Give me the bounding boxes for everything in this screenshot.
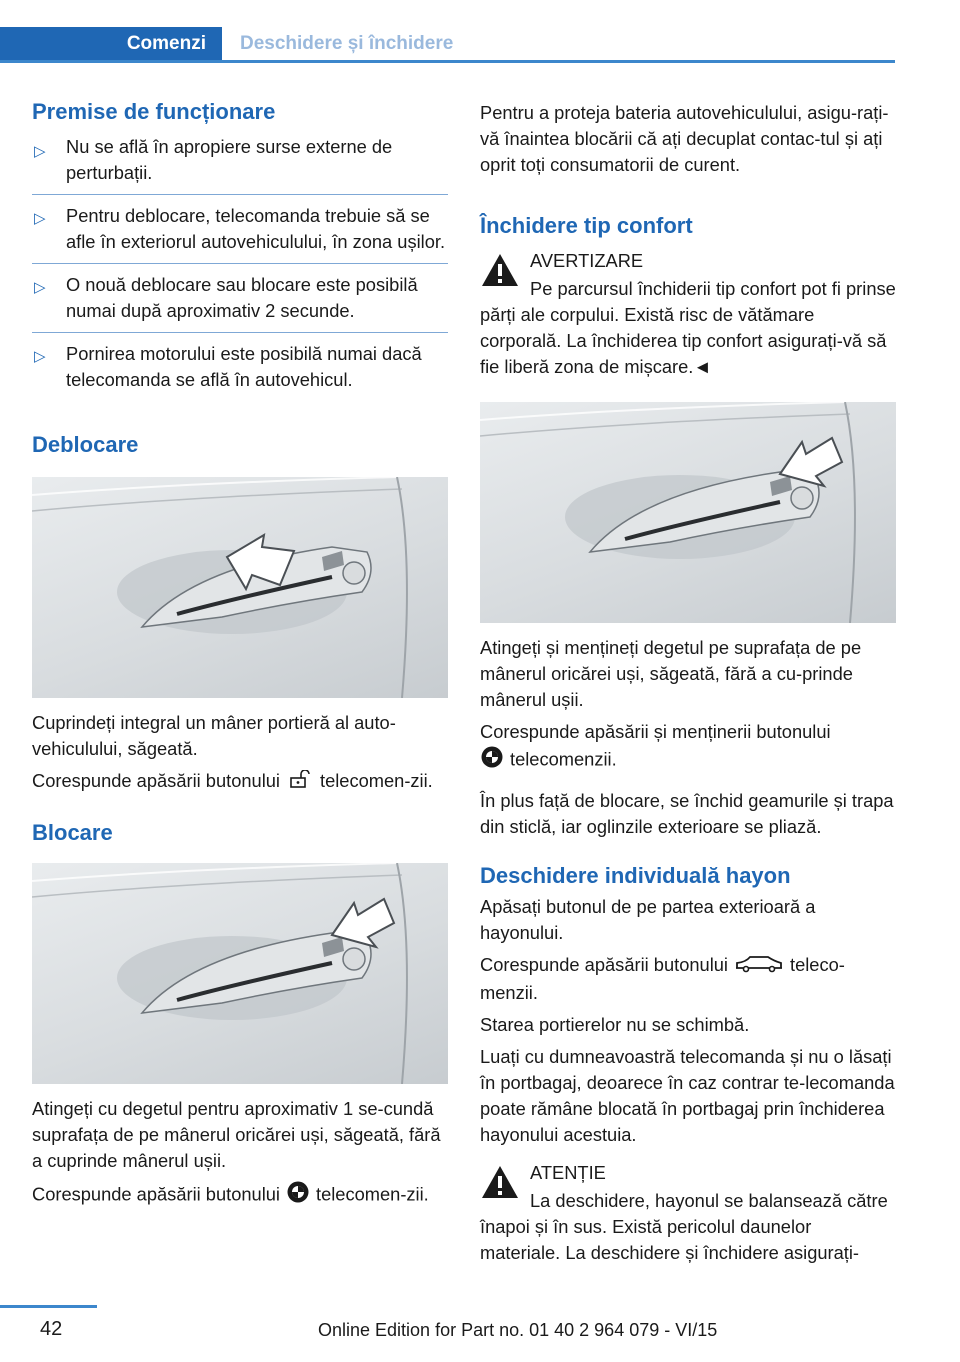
list-item: ▷ Pentru deblocare, telecomanda trebuie să se afle în exteriorul autovehiculului, în zona ușilor. bbox=[32, 195, 448, 264]
blocare-text: Atingeți cu degetul pentru aproximativ 1 se‐cundă suprafața de pe mânerul oricărei uși, săgeată, fără a cuprinde mânerul ușii. bbox=[32, 1098, 441, 1172]
warning-block bbox=[480, 248, 896, 274]
triangle-bullet-icon: ▷ bbox=[34, 279, 46, 296]
caution-label: ATENȚIE bbox=[530, 1161, 606, 1183]
lock-bmw-icon bbox=[286, 1180, 310, 1211]
confort-heading: Închidere tip confort bbox=[480, 213, 693, 238]
hayon-text-4: Luați cu dumneavoastră telecomanda și nu o lăsați în portbagaj, deoarece în caz contrar te‐lecomanda poate rămâne blocată în portbagaj prin închiderea hayonului acestuia. bbox=[480, 1045, 895, 1145]
triangle-bullet-icon: ▷ bbox=[34, 348, 46, 365]
right-column bbox=[480, 98, 896, 1266]
door-handle-confort-photo bbox=[480, 402, 896, 623]
warning-label: AVERTIZARE bbox=[530, 250, 644, 271]
battery-intro-text: Pentru a proteja bateria autovehiculului, asigu‐rați-vă înaintea blocării că ați decuplat contac‐tul și ați oprit toți consumatorii de curent. bbox=[480, 102, 889, 175]
tab-comenzi[interactable]: Comenzi bbox=[0, 27, 222, 60]
blocare-heading: Blocare bbox=[32, 820, 113, 846]
warning-triangle-icon bbox=[480, 1164, 520, 1205]
tab-deschidere-inchidere[interactable]: Deschidere și închidere bbox=[222, 27, 895, 60]
car-tailgate-icon bbox=[734, 953, 784, 980]
triangle-bullet-icon: ▷ bbox=[34, 143, 46, 160]
caution-text: La deschidere, hayonul se balansează către înapoi și în sus. Există pericolul daunelor materiale. La deschidere și închidere asigurați- bbox=[480, 1189, 888, 1263]
confort-button-text: Corespunde apăsării și menținerii butonului telecomenzii. bbox=[480, 719, 896, 776]
deblocare-heading: Deblocare bbox=[32, 432, 139, 457]
chapter-header bbox=[0, 27, 895, 63]
edition-text: Online Edition for Part no. 01 40 2 964 079 - VI/15 bbox=[318, 1320, 718, 1340]
deblocare-text: Cuprindeți integral un mâner portieră al auto‐vehiculului, săgeată. bbox=[32, 712, 396, 759]
premise-heading: Premise de funcționare bbox=[32, 99, 276, 124]
left-column bbox=[32, 98, 448, 1211]
warning-triangle-icon bbox=[480, 252, 520, 293]
door-handle-lock-photo bbox=[32, 863, 448, 1084]
list-item: ▷ Nu se află în apropiere surse externe de perturbații. bbox=[32, 128, 448, 195]
triangle-bullet-icon: ▷ bbox=[34, 210, 46, 227]
hayon-heading: Deschidere individuală hayon bbox=[480, 863, 791, 888]
list-item: ▷ O nouă deblocare sau blocare este posibilă numai după aproximativ 2 secunde. bbox=[32, 264, 448, 333]
lock-bmw-icon bbox=[480, 745, 504, 776]
confort-extra-text: În plus față de blocare, se închid geamurile și trapa din sticlă, iar oglinzile exterioare se pliază. bbox=[480, 790, 894, 837]
deblocare-button-text: Corespunde apăsării butonului telecomen‐zii. bbox=[32, 768, 448, 795]
unlock-icon bbox=[286, 769, 314, 795]
hayon-button-text: Corespunde apăsării butonului teleco‐menzii. bbox=[480, 954, 845, 1003]
door-handle-unlock-photo bbox=[32, 477, 448, 698]
blocare-button-text: Corespunde apăsării butonului telecomen‐zii. bbox=[32, 1180, 448, 1211]
hayon-text-3: Starea portierelor nu se schimbă. bbox=[480, 1013, 750, 1035]
caution-block bbox=[480, 1160, 896, 1186]
hayon-text-1: Apăsați butonul de pe partea exterioară a hayonului. bbox=[480, 896, 816, 943]
footer-rule bbox=[0, 1305, 97, 1308]
warning-text: Pe parcursul închiderii tip confort pot fi prinse părți ale corpului. Există risc de vătămare corporală. La închiderea tip confort asigurați-vă să fie liberă zona de mișcare.◄ bbox=[480, 278, 896, 377]
premise-list bbox=[32, 128, 448, 401]
page-number: 42 bbox=[40, 1318, 63, 1340]
confort-text: Atingeți și mențineți degetul pe suprafața de pe mânerul oricărei uși, săgeată, fără a cu‐prinde mânerul ușii. bbox=[480, 637, 862, 710]
list-item: ▷ Pornirea motorului este posibilă numai dacă telecomanda se află în autovehicul. bbox=[34, 343, 422, 390]
